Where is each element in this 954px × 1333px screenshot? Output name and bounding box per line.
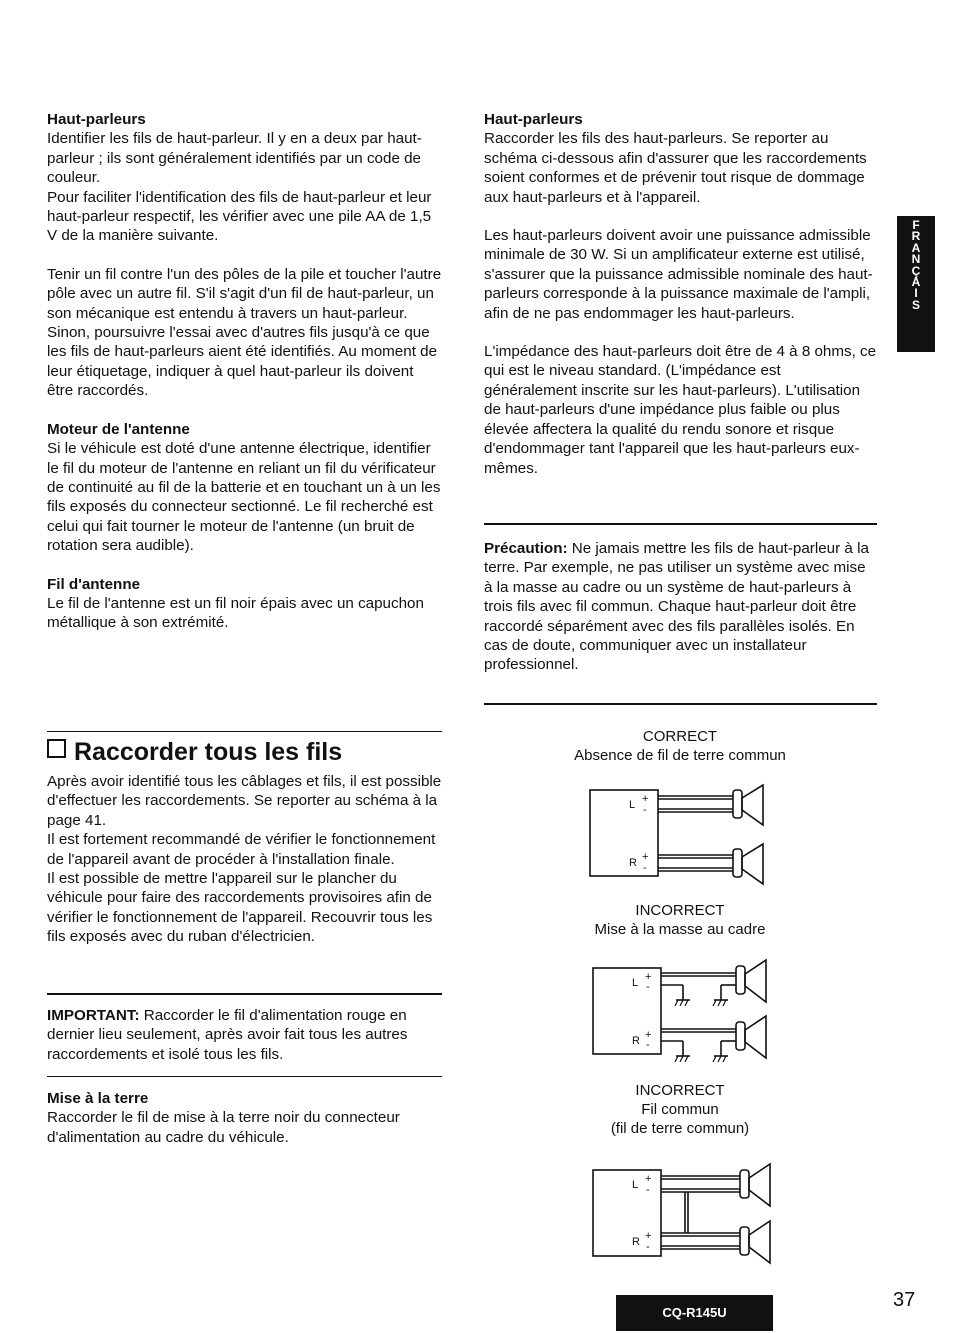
label-minus: - bbox=[643, 804, 647, 816]
label-minus: - bbox=[646, 1039, 650, 1051]
label-minus: - bbox=[646, 1184, 650, 1196]
divider bbox=[47, 731, 442, 732]
caption-incorrect-2 bbox=[530, 1081, 830, 1138]
tab-letter: A bbox=[911, 275, 921, 290]
tab-letter: I bbox=[914, 286, 918, 301]
label-l: L bbox=[632, 1179, 639, 1191]
divider bbox=[47, 993, 442, 995]
label-r: R bbox=[632, 1236, 640, 1248]
tab-letter: S bbox=[911, 297, 920, 312]
paragraph: Les haut-parleurs doivent avoir une puissance admissible minimale de 30 W. Si un amplificateur externe est utilisé, s'assurer que la puissance admissible nominale des haut-parleurs corresponde à la puissance maximale de l'ampli, afin de ne pas endommager les haut-parleurs. bbox=[484, 227, 873, 322]
section-title bbox=[47, 736, 342, 768]
heading-antenna-wire: Fil d'antenne bbox=[47, 575, 141, 593]
label-minus: - bbox=[646, 981, 650, 993]
paragraph: Raccorder les fils des haut-parleurs. Se reporter au schéma ci-dessous afin d'assurer que les raccordements soient conformes et de prévenir tout risque de dommage aux haut-parleurs et à l'appareil. bbox=[484, 130, 867, 206]
important-text: Raccorder le fil d'alimentation rouge en dernier lieu seulement, après avoir fait tous les autres raccordements et isolé tous les fils. bbox=[47, 1007, 408, 1063]
paragraph: Le fil de l'antenne est un fil noir épais avec un capuchon métallique à son extrémité. bbox=[47, 594, 424, 632]
divider bbox=[484, 523, 877, 525]
paragraph: L'impédance des haut-parleurs doit être de 4 à 8 ohms, ce qui est le niveau standard. (L'impédance est généralement inscrite sur les haut-parleurs). L'utilisation de haut-parleurs d'une impédance plus faible ou plus élevée affectera la qualité du rendu sonore et risque d'endommager tant l'appareil que les haut-parleurs eux-mêmes. bbox=[484, 343, 877, 477]
paragraph: Il est fortement recommandé de vérifier le fonctionnement de l'appareil avant de procéder à l'installation finale. bbox=[47, 831, 436, 868]
label-plus: + bbox=[645, 1029, 652, 1041]
paragraph: Après avoir identifié tous les câblages et fils, il est possible d'effectuer les raccordements. Se reporter au schéma à la page 41. bbox=[47, 773, 442, 829]
divider bbox=[484, 703, 877, 705]
label-l: L bbox=[629, 799, 636, 811]
label-plus: + bbox=[645, 1173, 652, 1185]
caption-correct bbox=[530, 727, 830, 765]
checkbox-square-icon bbox=[47, 739, 66, 758]
label-minus: - bbox=[646, 1241, 650, 1253]
caption-title: CORRECT bbox=[642, 728, 718, 745]
label-r: R bbox=[629, 857, 637, 869]
divider bbox=[47, 1076, 442, 1077]
caption-subtitle: Fil commun bbox=[641, 1101, 719, 1118]
caption-title: INCORRECT bbox=[635, 902, 725, 919]
paragraph bbox=[47, 1006, 442, 1064]
label-r: R bbox=[632, 1035, 640, 1047]
caption-title: INCORRECT bbox=[635, 1082, 725, 1099]
caution-note bbox=[484, 539, 877, 675]
diagram-correct bbox=[585, 782, 775, 890]
label-plus: + bbox=[645, 971, 652, 983]
tab-letter: A bbox=[911, 240, 921, 255]
diagram-incorrect-common-wire bbox=[588, 1160, 778, 1272]
caution-text: Ne jamais mettre les fils de haut-parleur à la terre. Par exemple, ne pas utiliser un système avec mise à la masse au cadre ou un système de haut-parleurs à trois fils avec fil commun. Chaque haut-parleur doit être raccordé séparément avec des fils parallèles isolés. En cas de doute, communiquer avec un installateur professionnel. bbox=[484, 540, 869, 674]
connect-body bbox=[47, 772, 442, 947]
tab-letter: F bbox=[912, 218, 920, 232]
important-note bbox=[47, 1006, 442, 1064]
diagram-incorrect-frame-ground bbox=[588, 955, 778, 1077]
paragraph: Raccorder le fil de mise à la terre noir du connecteur d'alimentation au cadre du véhicule. bbox=[47, 1109, 400, 1146]
paragraph: Identifier les fils de haut-parleur. Il y en a deux par haut-parleur ; ils sont généralement identifiés par un code de couleur. bbox=[47, 130, 422, 187]
caption-subtitle: (fil de terre commun) bbox=[610, 1120, 750, 1137]
caution-label: Précaution: bbox=[484, 540, 568, 557]
caption-subtitle: Mise à la masse au cadre bbox=[594, 921, 766, 938]
ground-section bbox=[47, 1089, 442, 1147]
tab-letter: N bbox=[911, 252, 921, 267]
tab-letter: R bbox=[911, 229, 921, 244]
paragraph: Il est possible de mettre l'appareil sur le plancher du véhicule pour faire des raccordements provisoires afin de vérifier le fonctionnement de l'appareil. Recouvrir tous les fils exposés avec du ruban d'électricien. bbox=[47, 870, 433, 946]
tab-letter: Ç bbox=[911, 263, 921, 278]
paragraph: Si le véhicule est doté d'une antenne électrique, identifier le fil du moteur de l'antenne en reliant un fil du vérificateur de continuité au fil de la batterie et en touchant un à un les fils exposés du connecteur sectionné. Le fil recherché est celui qui fait tourner le moteur de l'antenne (un bruit de rotation sera audible). bbox=[47, 440, 441, 555]
section-title-text: Raccorder tous les fils bbox=[74, 738, 343, 766]
label-plus: + bbox=[645, 1230, 652, 1242]
right-column bbox=[484, 110, 877, 478]
important-label: IMPORTANT: bbox=[47, 1007, 140, 1024]
heading-antenna-motor: Moteur de l'antenne bbox=[47, 420, 190, 438]
left-column bbox=[47, 110, 442, 633]
label-plus: + bbox=[642, 793, 649, 805]
paragraph bbox=[484, 539, 877, 675]
heading-speakers-left: Haut-parleurs bbox=[47, 111, 146, 128]
paragraph: Tenir un fil contre l'un des pôles de la pile et toucher l'autre pôle avec un autre fil. S'il s'agit d'un fil de haut-parleur, un son mécanique est entendu à travers un haut-parleur. Sinon, poursuivre l'essai avec d'autres fils jusqu'à ce que les fils de haut-parleurs aient été identifiés. Au moment de leur étiquetage, indiquer à quel haut-parleur ils doivent être raccordés. bbox=[47, 265, 442, 400]
language-tab bbox=[897, 216, 935, 352]
label-minus: - bbox=[643, 862, 647, 874]
heading-speakers-right: Haut-parleurs bbox=[484, 111, 583, 128]
label-plus: + bbox=[642, 851, 649, 863]
caption-incorrect-1 bbox=[530, 901, 830, 939]
paragraph: Pour faciliter l'identification des fils de haut-parleur et leur haut-parleur respectif, les vérifier avec une pile AA de 1,5 V de la manière suivante. bbox=[47, 188, 432, 245]
label-l: L bbox=[632, 977, 639, 989]
caption-subtitle: Absence de fil de terre commun bbox=[574, 747, 786, 764]
page-number: 37 bbox=[893, 1289, 916, 1311]
model-badge: CQ-R145U bbox=[616, 1295, 773, 1331]
heading-ground: Mise à la terre bbox=[47, 1090, 149, 1107]
